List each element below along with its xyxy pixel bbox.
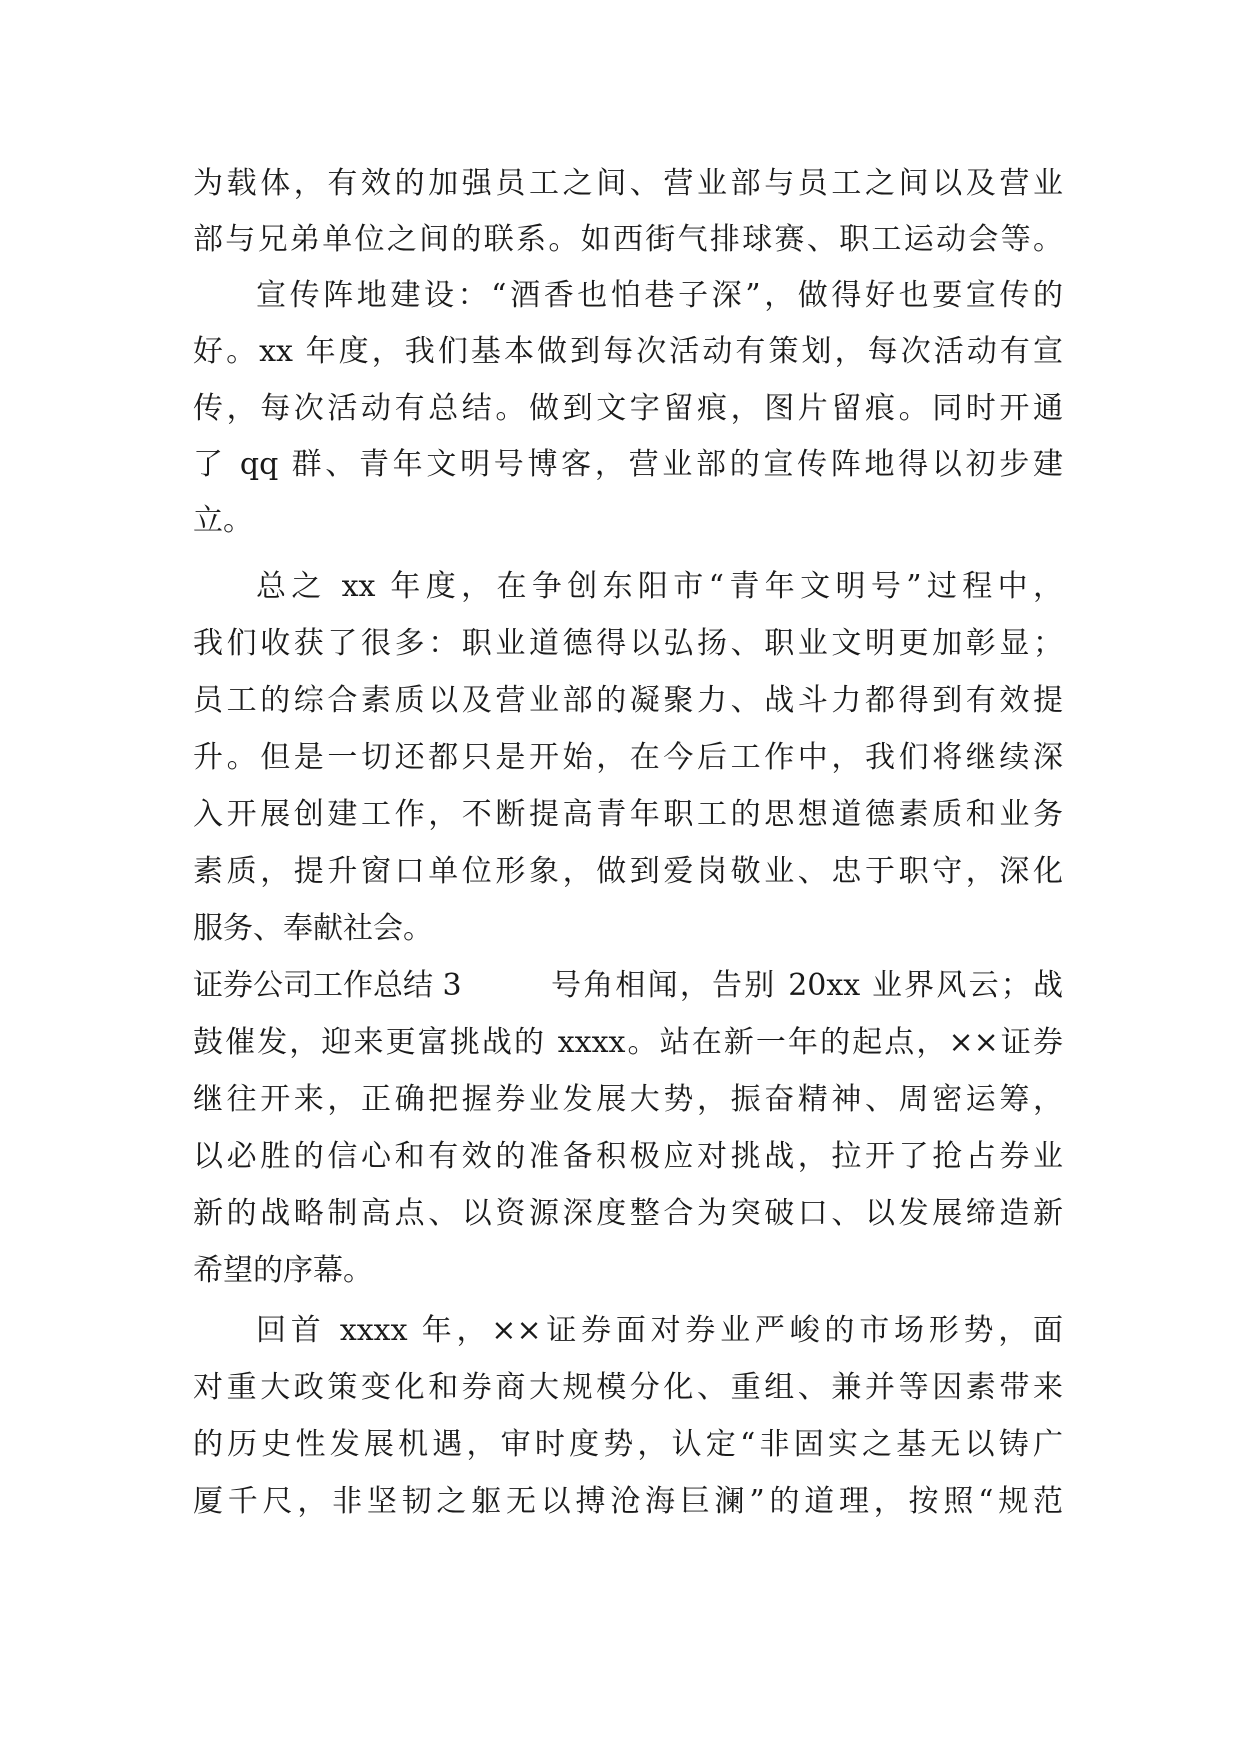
text-line: 升。但是一切还都只是开始，在今后工作中，我们将继续深 [193,740,1063,775]
section-first-line-text: 号角相闻，告别 20xx 业界风云；战 [551,968,1063,1003]
text-line: 对重大政策变化和券商大规模分化、重组、兼并等因素带来 [193,1370,1063,1405]
text-line: 入开展创建工作，不断提高青年职工的思想道德素质和业务 [193,797,1063,832]
text-line: 新的战略制高点、以资源深度整合为突破口、以发展缔造新 [193,1196,1063,1231]
paragraph-last-line: 服务、奉献社会。 [193,911,433,946]
text-line: 继往开来，正确把握券业发展大势，振奋精神、周密运筹， [193,1082,1063,1117]
text-line: 我们收获了很多：职业道德得以弘扬、职业文明更加彰显； [193,626,1063,661]
text-line: 为载体，有效的加强员工之间、营业部与员工之间以及营业 [193,166,1063,201]
paragraph-first-line: 回首 xxxx 年，××证券面对券业严峻的市场形势，面 [256,1313,1063,1348]
paragraph-first-line: 宣传阵地建设：“酒香也怕巷子深”，做得好也要宣传的 [256,278,1063,313]
text-line: 了 qq 群、青年文明号博客，营业部的宣传阵地得以初步建 [193,447,1063,482]
text-line: 部与兄弟单位之间的联系。如西街气排球赛、职工运动会等。 [193,222,1063,257]
paragraph-first-line: 总之 xx 年度，在争创东阳市“青年文明号”过程中， [256,569,1063,604]
paragraph-last-line: 立。 [193,503,253,538]
text-line: 的历史性发展机遇，审时度势，认定“非固实之基无以铸广 [193,1427,1063,1462]
paragraph-last-line: 希望的序幕。 [193,1253,373,1288]
text-line: 素质，提升窗口单位形象，做到爱岗敬业、忠于职守，深化 [193,854,1063,889]
text-line: 员工的综合素质以及营业部的凝聚力、战斗力都得到有效提 [193,683,1063,718]
text-line: 传，每次活动有总结。做到文字留痕，图片留痕。同时开通 [193,391,1063,426]
text-line: 厦千尺，非坚韧之躯无以搏沧海巨澜”的道理，按照“规范 [193,1484,1063,1519]
text-line: 好。xx 年度，我们基本做到每次活动有策划，每次活动有宣 [193,334,1063,369]
text-line: 以必胜的信心和有效的准备积极应对挑战，拉开了抢占券业 [193,1139,1063,1174]
text-line: 鼓催发，迎来更富挑战的 xxxx。站在新一年的起点，××证券 [193,1025,1063,1060]
section-heading: 证券公司工作总结 3 [193,968,462,1003]
